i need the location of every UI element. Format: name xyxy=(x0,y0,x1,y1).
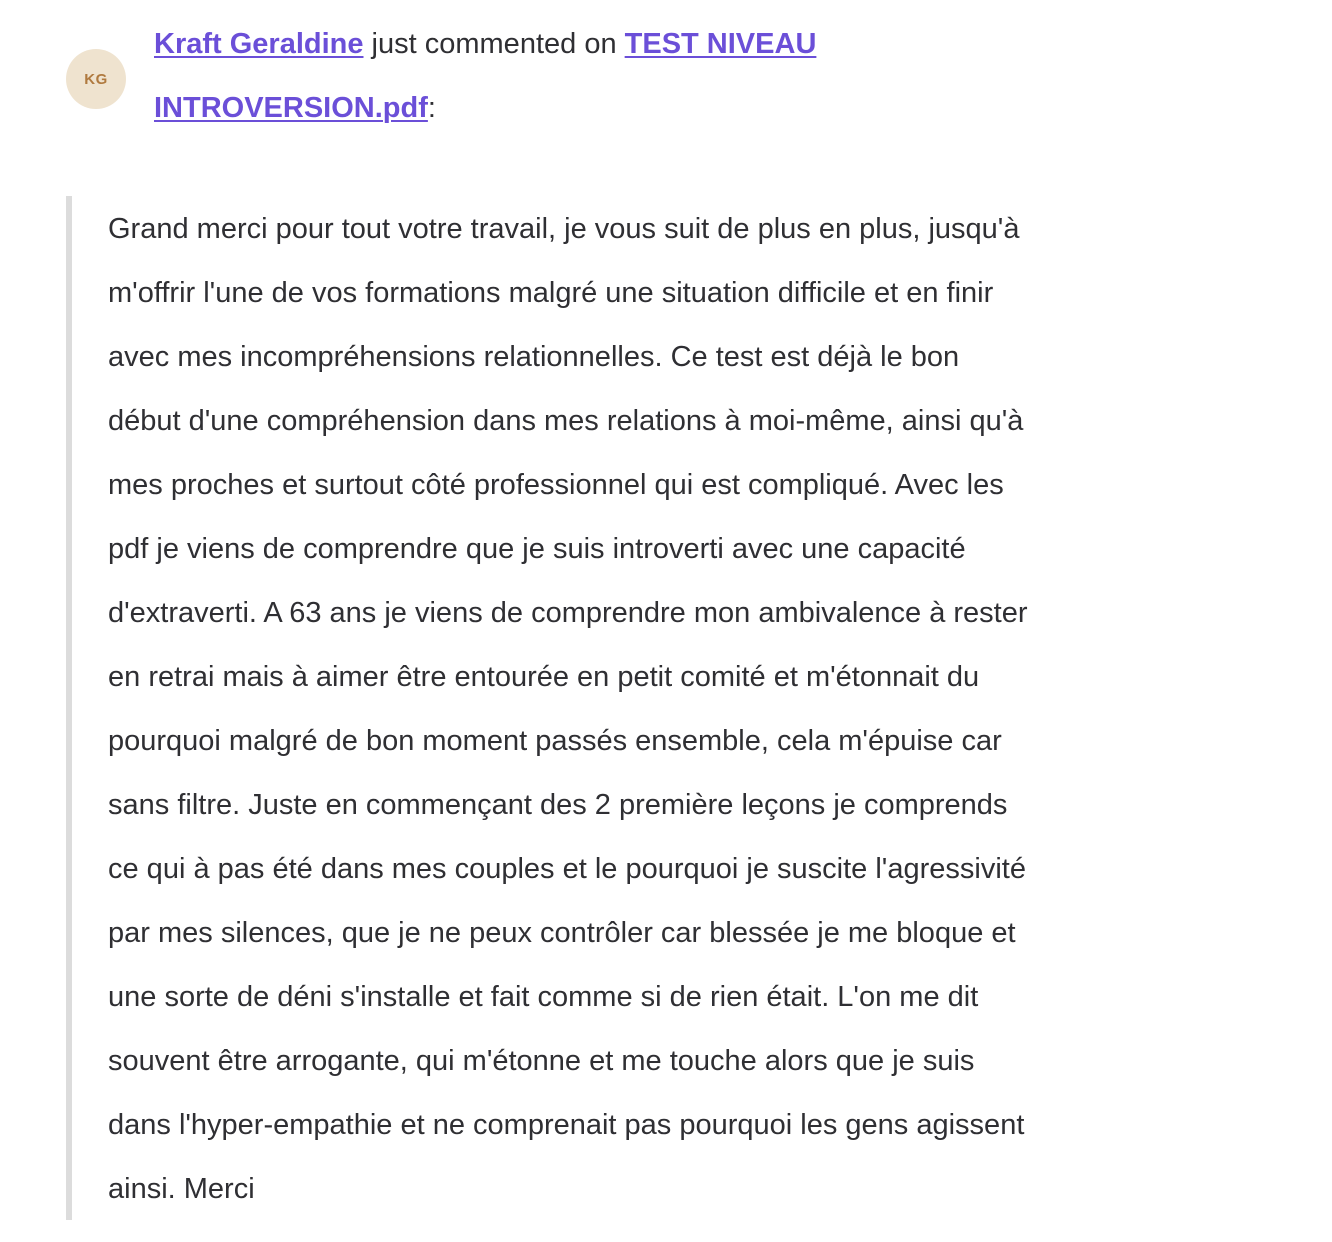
comment-line: pdf je viens de comprendre que je suis introverti avec une capacité xyxy=(108,533,966,565)
comment-line: avec mes incompréhensions relationnelles. Ce test est déjà le bon xyxy=(108,341,960,373)
comment-quote xyxy=(108,197,1148,1221)
comment-line: en retrai mais à aimer être entourée en petit comité et m'étonnait du xyxy=(108,661,980,693)
comment-line: m'offrir l'une de vos formations malgré une situation difficile et en finir xyxy=(108,277,994,309)
comment-line: par mes silences, que je ne peux contrôler car blessée je me bloque et xyxy=(108,917,1016,949)
avatar-initials: KG xyxy=(84,70,108,88)
comment-line: pourquoi malgré de bon moment passés ensemble, cela m'épuise car xyxy=(108,725,1002,757)
notification-headline xyxy=(154,12,1154,140)
avatar xyxy=(66,49,126,109)
comment-line: ainsi. Merci xyxy=(108,1173,255,1205)
comment-line: mes proches et surtout côté professionnel qui est compliqué. Avec les xyxy=(108,469,1004,501)
comment-line: souvent être arrogante, qui m'étonne et me touche alors que je suis xyxy=(108,1045,975,1077)
comment-line: sans filtre. Juste en commençant des 2 première leçons je comprends xyxy=(108,789,1008,821)
comment-line: d'extraverti. A 63 ans je viens de comprendre mon ambivalence à rester xyxy=(108,597,1028,629)
quote-bar xyxy=(66,196,72,1220)
comment-line: début d'une compréhension dans mes relations à moi-même, ainsi qu'à xyxy=(108,405,1024,437)
author-link[interactable]: Kraft Geraldine xyxy=(154,28,364,60)
document-link-line2: INTROVERSION.pdf xyxy=(154,92,428,124)
comment-line: dans l'hyper-empathie et ne comprenait pas pourquoi les gens agissent xyxy=(108,1109,1025,1141)
document-link-line1: TEST NIVEAU xyxy=(624,28,817,60)
colon-text: : xyxy=(427,92,436,124)
comment-line: une sorte de déni s'installe et fait comme si de rien était. L'on me dit xyxy=(108,981,979,1013)
action-text: just commented on xyxy=(363,28,625,60)
comment-line: Grand merci pour tout votre travail, je vous suit de plus en plus, jusqu'à xyxy=(108,213,1020,245)
comment-line: ce qui à pas été dans mes couples et le pourquoi je suscite l'agressivité xyxy=(108,853,1026,885)
